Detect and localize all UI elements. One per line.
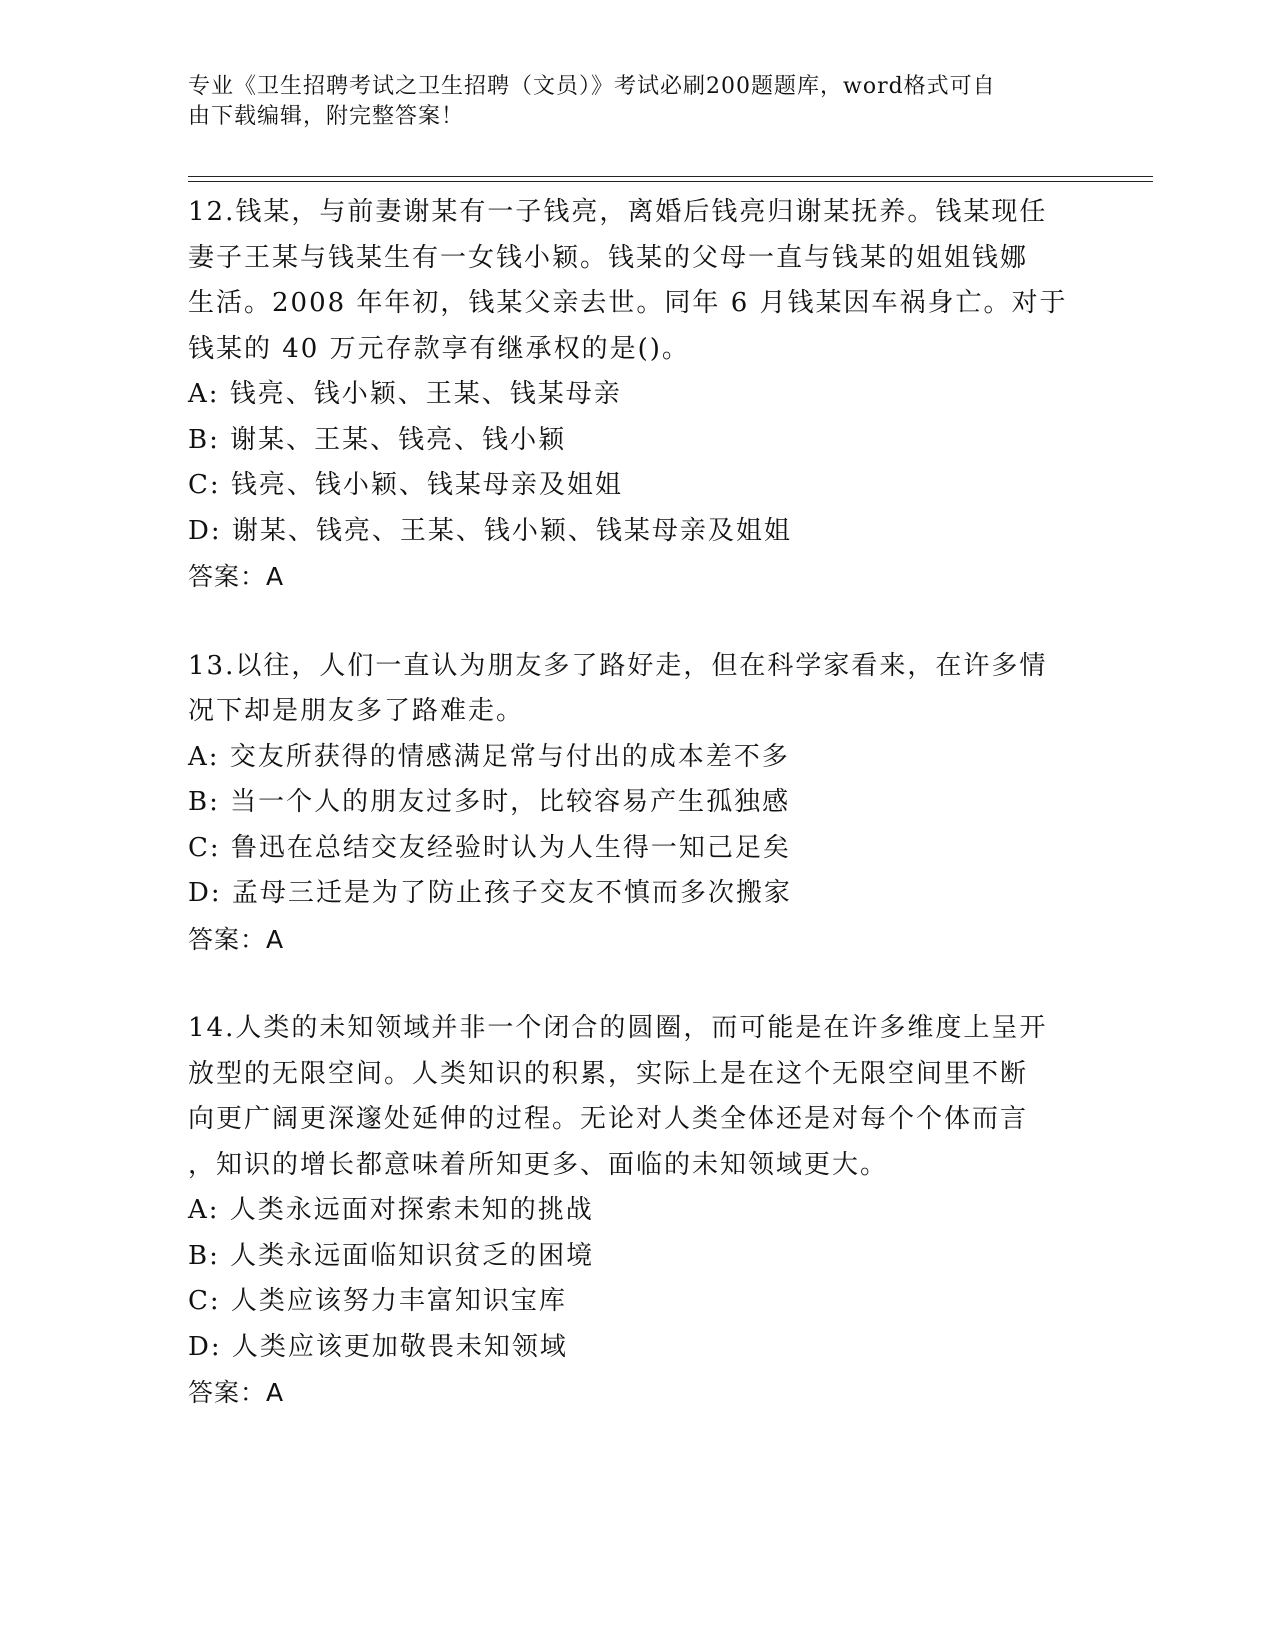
- header-line-1: 专业《卫生招聘考试之卫生招聘（文员）》考试必刷200题题库，word格式可自: [188, 74, 996, 99]
- question-stem-line: 钱某的 40 万元存款享有继承权的是()。: [188, 333, 690, 364]
- option-a: A: 钱亮、钱小颖、王某、钱某母亲: [188, 379, 622, 409]
- question-list: [188, 190, 1078, 1460]
- question-stem-line: ，知识的增长都意味着所知更多、面临的未知领域更大。: [188, 1149, 889, 1180]
- header-line-2: 由下载编辑，附完整答案！: [188, 104, 465, 129]
- question-13: [188, 644, 1078, 963]
- question-12: [188, 190, 1078, 600]
- option-b: B: 谢某、王某、钱亮、钱小颖: [188, 424, 567, 455]
- option-a: A: 人类永远面对探索未知的挑战: [188, 1195, 594, 1225]
- document-header: [188, 72, 1068, 132]
- question-stem-line: 放型的无限空间。人类知识的积累，实际上是在这个无限空间里不断: [188, 1058, 1029, 1089]
- option-a: A: 交友所获得的情感满足常与付出的成本差不多: [188, 741, 790, 772]
- answer-line: 答案：A: [188, 1378, 285, 1407]
- question-stem-line: 况下却是朋友多了路难走。: [188, 696, 525, 726]
- option-c: C: 钱亮、钱小颖、钱某母亲及姐姐: [188, 470, 623, 500]
- question-14: [188, 1006, 1078, 1416]
- question-stem-line: 12.钱某，与前妻谢某有一子钱亮，离婚后钱亮归谢某抚养。钱某现任: [188, 197, 1048, 227]
- question-stem-line: 14.人类的未知领域并非一个闭合的圆圈，而可能是在许多维度上呈开: [188, 1013, 1048, 1043]
- answer-line: 答案：A: [188, 924, 285, 954]
- question-stem-line: 13.以往，人们一直认为朋友多了路好走，但在科学家看来，在许多情: [188, 650, 1048, 681]
- option-b: B: 人类永远面临知识贫乏的困境: [188, 1240, 595, 1271]
- header-divider-top: [188, 176, 1153, 177]
- question-stem-line: 向更广阔更深邃处延伸的过程。无论对人类全体还是对每个个体而言: [188, 1104, 1029, 1134]
- option-d: D: 人类应该更加敬畏未知领域: [188, 1331, 568, 1362]
- option-c: C: 鲁迅在总结交友经验时认为人生得一知己足矣: [188, 832, 791, 863]
- option-b: B: 当一个人的朋友过多时，比较容易产生孤独感: [188, 787, 791, 817]
- question-stem-line: 妻子王某与钱某生有一女钱小颖。钱某的父母一直与钱某的姐姐钱娜: [188, 242, 1029, 273]
- answer-line: 答案：A: [188, 562, 285, 591]
- question-stem-line: 生活。2008 年年初，钱某父亲去世。同年 6 月钱某因车祸身亡。对于: [188, 288, 1068, 318]
- header-divider-bottom: [188, 181, 1153, 182]
- option-c: C: 人类应该努力丰富知识宝库: [188, 1286, 567, 1316]
- option-d: D: 孟母三迁是为了防止孩子交友不慎而多次搬家: [188, 878, 792, 908]
- option-d: D: 谢某、钱亮、王某、钱小颖、钱某母亲及姐姐: [188, 515, 792, 546]
